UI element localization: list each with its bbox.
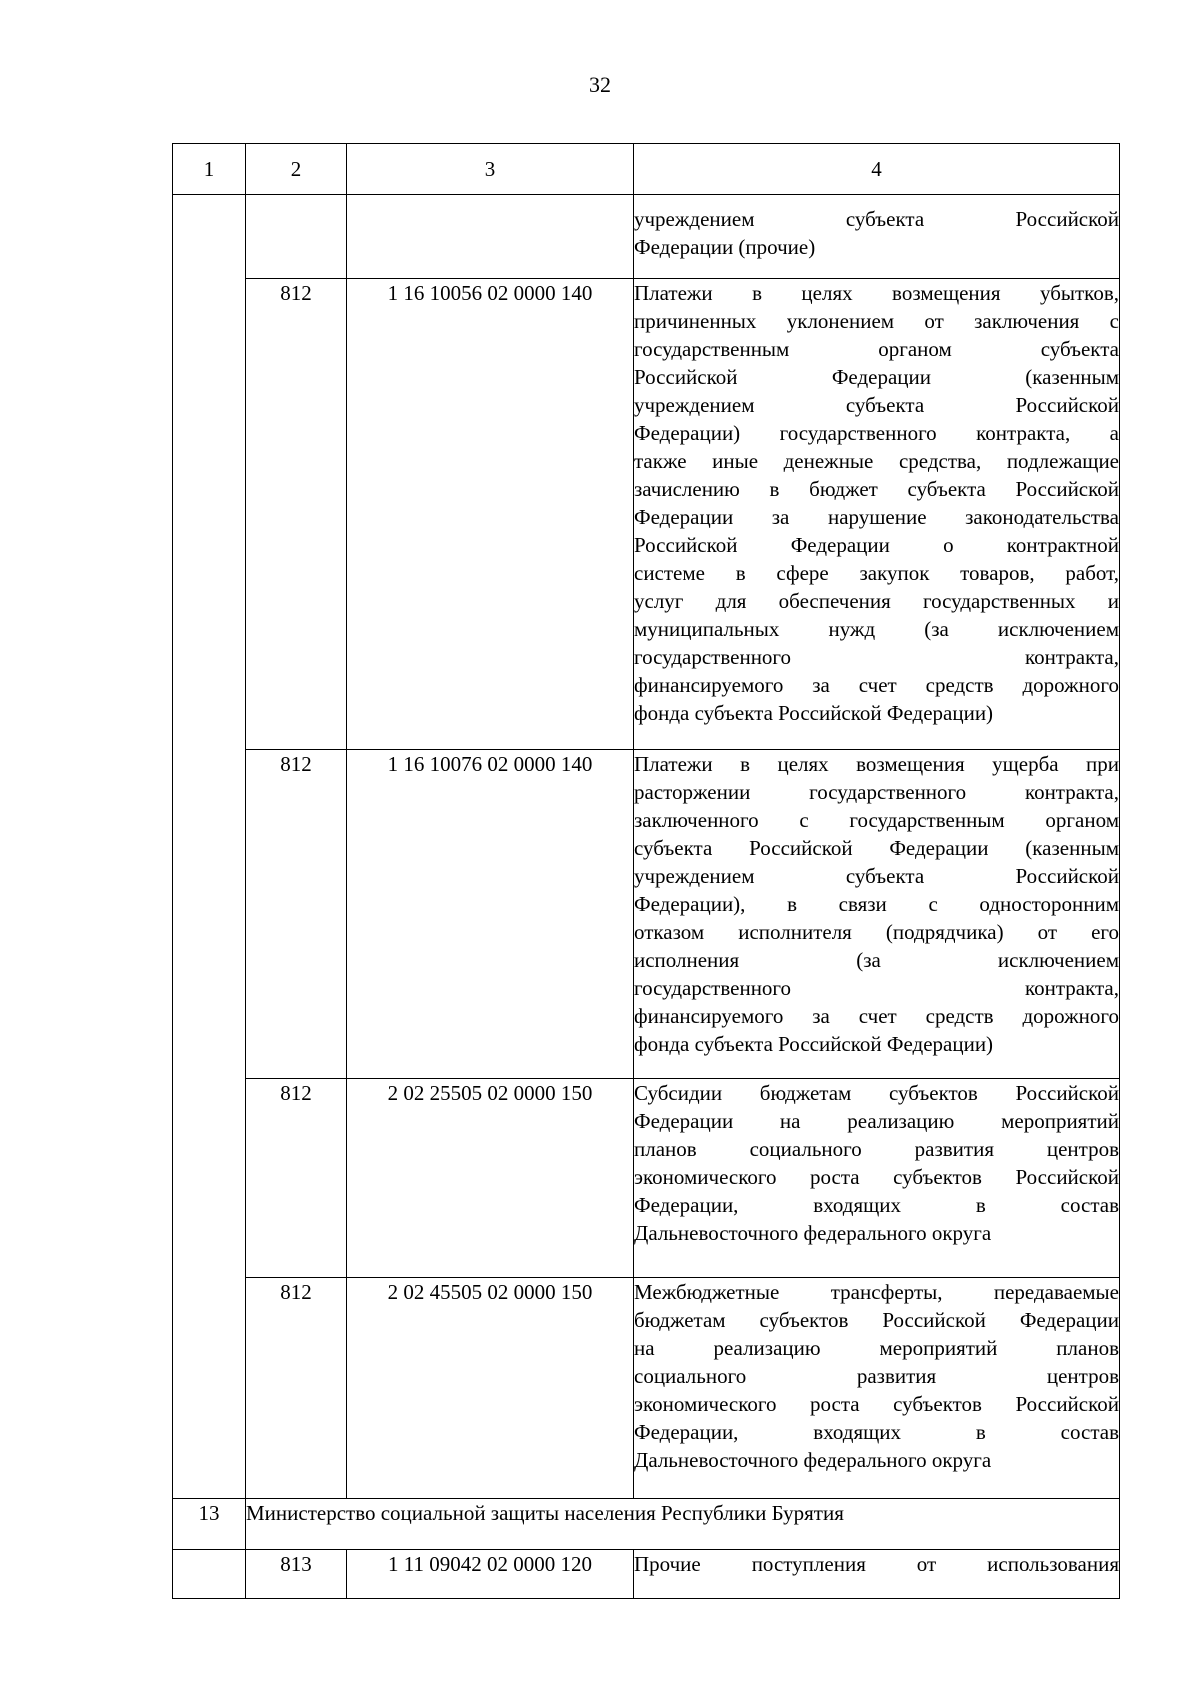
- description-line: Федерации на реализацию мероприятий: [634, 1109, 1119, 1133]
- section-number: 13: [173, 1499, 246, 1550]
- description-line: муниципальных нужд (за исключением: [634, 617, 1119, 641]
- admin-code-cell: [246, 195, 347, 279]
- budget-code-cell: 2 02 45505 02 0000 150: [347, 1278, 634, 1499]
- description-line: Российской Федерации о контрактной: [634, 533, 1119, 557]
- description-line: Федерации), в связи с односторонним: [634, 892, 1119, 916]
- header-cell: 4: [634, 144, 1120, 195]
- description-cell: [634, 195, 1120, 279]
- description-line: учреждением субъекта Российской: [634, 207, 1119, 231]
- description-line: расторжении государственного контракта,: [634, 780, 1119, 804]
- table-row: [173, 1278, 1120, 1499]
- description-line: Дальневосточного федерального округа: [634, 1448, 992, 1472]
- admin-code-cell: 812: [246, 1278, 347, 1499]
- budget-code-cell: 1 11 09042 02 0000 120: [347, 1550, 634, 1599]
- description-line: зачислению в бюджет субъекта Российской: [634, 477, 1119, 501]
- description-line: Федерации) государственного контракта, а: [634, 421, 1119, 445]
- description-line: финансируемого за счет средств дорожного: [634, 673, 1119, 697]
- description-line: финансируемого за счет средств дорожного: [634, 1004, 1119, 1028]
- description-line: Платежи в целях возмещения убытков,: [634, 281, 1119, 305]
- description-line: Федерации за нарушение законодательства: [634, 505, 1119, 529]
- description-cell: [634, 1550, 1120, 1599]
- description-cell: [634, 1079, 1120, 1278]
- description-line: Платежи в целях возмещения ущерба при: [634, 752, 1119, 776]
- description-line: учреждением субъекта Российской: [634, 864, 1119, 888]
- description-line: заключенного с государственным органом: [634, 808, 1119, 832]
- description-line: Федерации, входящих в состав: [634, 1193, 1119, 1217]
- admin-code-cell: 813: [246, 1550, 347, 1599]
- description-line: субъекта Российской Федерации (казенным: [634, 836, 1119, 860]
- description-line: Межбюджетные трансферты, передаваемые: [634, 1280, 1119, 1304]
- header-cell: 2: [246, 144, 347, 195]
- table-header-row: [173, 144, 1120, 195]
- description-line: услуг для обеспечения государственных и: [634, 589, 1119, 613]
- section-title: Министерство социальной защиты населения Республики Бурятия: [246, 1499, 1120, 1550]
- description-line: отказом исполнителя (подрядчика) от его: [634, 920, 1119, 944]
- description-line: системе в сфере закупок товаров, работ,: [634, 561, 1119, 585]
- description-line: государственного контракта,: [634, 976, 1119, 1000]
- description-line: фонда субъекта Российской Федерации): [634, 701, 994, 725]
- header-cell: 3: [347, 144, 634, 195]
- description-line: Дальневосточного федерального округа: [634, 1221, 992, 1245]
- budget-code-cell: [347, 195, 634, 279]
- description-line: экономического роста субъектов Российской: [634, 1165, 1119, 1189]
- description-line: бюджетам субъектов Российской Федерации: [634, 1308, 1119, 1332]
- table-row: [173, 279, 1120, 750]
- description-line: Прочие поступления от использования: [634, 1552, 1119, 1576]
- description-line: Российской Федерации (казенным: [634, 365, 1119, 389]
- description-line: Федерации, входящих в состав: [634, 1420, 1119, 1444]
- description-cell: [634, 279, 1120, 750]
- page-number: 32: [589, 72, 611, 97]
- admin-code-cell: 812: [246, 1079, 347, 1278]
- description-cell: [634, 1278, 1120, 1499]
- header-cell: 1: [173, 144, 246, 195]
- description-line: фонда субъекта Российской Федерации): [634, 1032, 994, 1056]
- description-line: также иные денежные средства, подлежащие: [634, 449, 1119, 473]
- table-row: [173, 1079, 1120, 1278]
- description-line: исполнения (за исключением: [634, 948, 1119, 972]
- description-cell: [634, 750, 1120, 1079]
- budget-code-cell: 1 16 10056 02 0000 140: [347, 279, 634, 750]
- index-cell: [173, 195, 246, 1499]
- description-line: планов социального развития центров: [634, 1137, 1119, 1161]
- description-line: государственного контракта,: [634, 645, 1119, 669]
- budget-code-cell: 1 16 10076 02 0000 140: [347, 750, 634, 1079]
- description-line: причиненных уклонением от заключения с: [634, 309, 1119, 333]
- admin-code-cell: 812: [246, 750, 347, 1079]
- budget-code-cell: 2 02 25505 02 0000 150: [347, 1079, 634, 1278]
- description-line: Федерации (прочие): [634, 235, 816, 259]
- index-cell: [173, 1550, 246, 1599]
- table-row: [173, 750, 1120, 1079]
- description-line: на реализацию мероприятий планов: [634, 1336, 1119, 1360]
- table-row: [173, 1550, 1120, 1599]
- description-line: Субсидии бюджетам субъектов Российской: [634, 1081, 1119, 1105]
- description-line: экономического роста субъектов Российской: [634, 1392, 1119, 1416]
- section-row: [173, 1499, 1120, 1550]
- description-line: учреждением субъекта Российской: [634, 393, 1119, 417]
- description-line: государственным органом субъекта: [634, 337, 1119, 361]
- admin-code-cell: 812: [246, 279, 347, 750]
- description-line: социального развития центров: [634, 1364, 1119, 1388]
- budget-codes-table: [172, 143, 1120, 1599]
- table-row: [173, 195, 1120, 279]
